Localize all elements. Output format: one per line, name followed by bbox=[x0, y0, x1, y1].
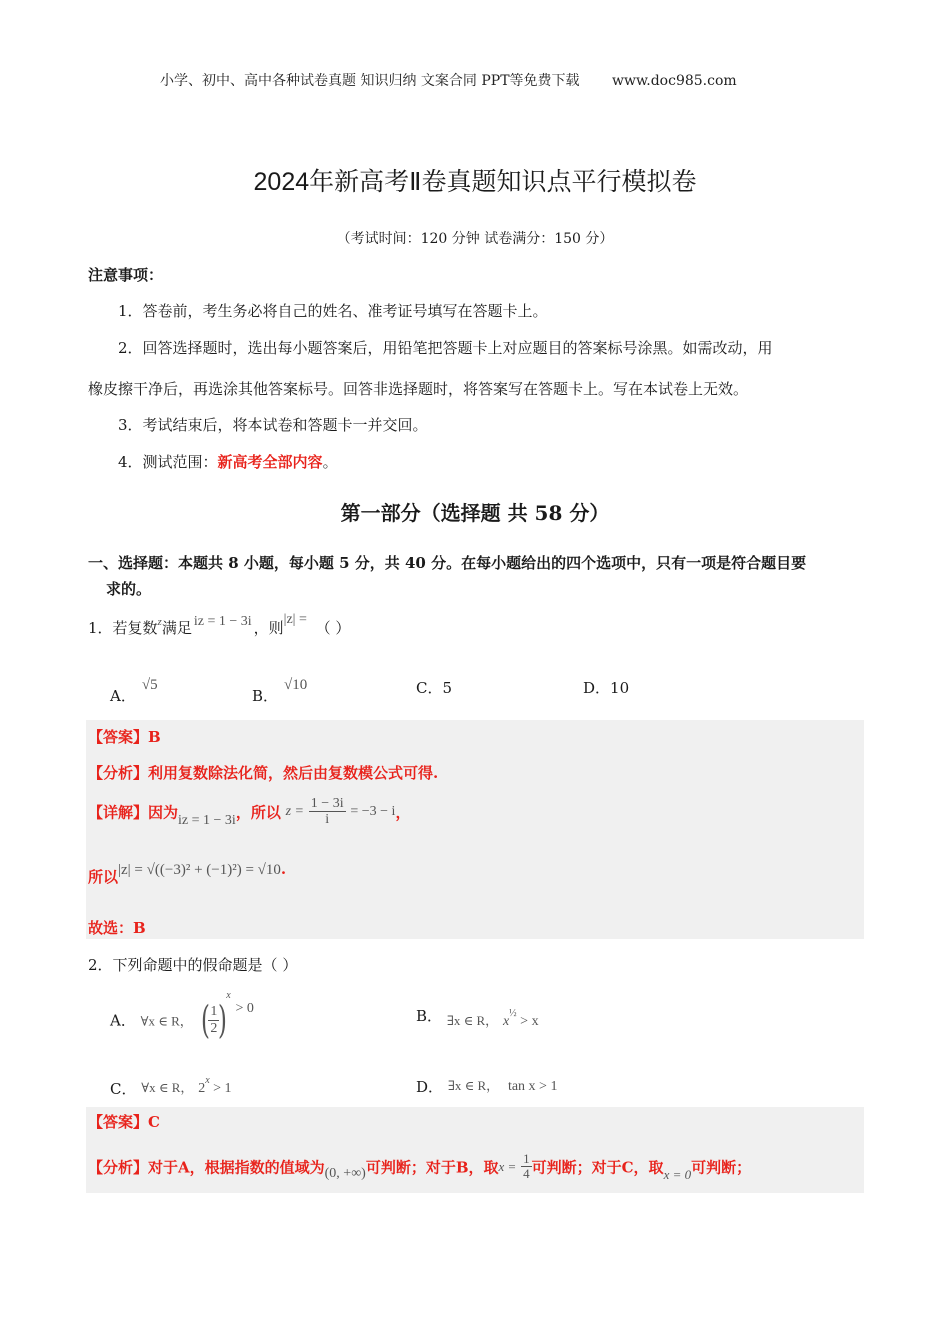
q2-option-b-expr: $x^{\frac{1}{2}} > x$ bbox=[502, 1008, 539, 1029]
q1-modz: |z| = bbox=[283, 612, 307, 627]
q1-so: 所以 bbox=[88, 868, 119, 886]
q2-option-a-lparen: ( bbox=[200, 998, 210, 1042]
note-3: 3．考试结束后，将本试卷和答题卡一并交回。 bbox=[118, 416, 428, 434]
note-4-prefix: 4．测试范围： bbox=[118, 453, 218, 471]
q2-option-a-exp: x bbox=[226, 990, 231, 1001]
q1-z-eq: z = bbox=[285, 803, 305, 819]
q1-detail-end: ， bbox=[395, 803, 411, 822]
q2-analysis-d: 可判断； bbox=[691, 1158, 752, 1177]
notes-heading: 注意事项： bbox=[88, 266, 164, 284]
q2-quarter bbox=[521, 1152, 532, 1182]
part1-heading: 第一部分（选择题 共 58 分） bbox=[340, 501, 610, 525]
q2-answer: 【答案】C bbox=[88, 1113, 160, 1131]
q2-option-d-label: D． bbox=[416, 1078, 444, 1096]
q1-option-b-label: B． bbox=[252, 687, 279, 705]
q1-frac-num: 1 − 3i bbox=[310, 796, 344, 811]
q1-detail bbox=[88, 796, 410, 829]
q2-option-a-label: A． bbox=[110, 1011, 136, 1030]
q2-quarter-den: 4 bbox=[523, 1166, 530, 1182]
q1-option-a-label: A． bbox=[110, 687, 136, 705]
note-2b: 橡皮擦干净后，再选涂其他答案标号。回答非选择题时，将答案写在答题卡上。写在本试卷上无效。 bbox=[88, 380, 749, 398]
q1-stem-c: ，则 bbox=[253, 619, 284, 637]
q1-mod-end: . bbox=[280, 860, 287, 878]
q1-frac-rhs: = −3 − i bbox=[350, 803, 396, 819]
q2-option-b-label: B． bbox=[416, 1007, 443, 1025]
exam-info: （考试时间：120 分钟 试卷满分：150 分） bbox=[336, 231, 614, 247]
note-4 bbox=[118, 451, 338, 472]
note-4-scope: 新高考全部内容 bbox=[217, 453, 323, 471]
q2-quarter-num: 1 bbox=[523, 1151, 530, 1166]
q1-option-a-value: √5 bbox=[141, 677, 158, 693]
q1-stem-b: 满足 bbox=[161, 619, 192, 637]
q1-mod-expr: |z| = √((−3)² + (−1)²) = √10 bbox=[118, 862, 281, 878]
header-url[interactable]: www.doc985.com bbox=[611, 73, 737, 89]
q1-answer-box bbox=[86, 720, 864, 939]
q2-option-b[interactable] bbox=[416, 1005, 539, 1030]
q1-var-z: z bbox=[157, 616, 162, 628]
q1-option-c[interactable]: C．5 bbox=[416, 679, 453, 697]
q1-detail-prefix: 【详解】因为 bbox=[88, 803, 179, 822]
q2-option-a-half-num: 1 bbox=[210, 1004, 218, 1020]
q2-option-d-quant: ∃x ∈ R， bbox=[447, 1078, 500, 1093]
q1-condition: iz = 1 − 3i bbox=[193, 614, 252, 629]
site-header bbox=[160, 70, 737, 90]
q2-option-c-expr: $2^x > 1$ bbox=[198, 1075, 232, 1096]
q2-analysis-a: 【分析】对于A，根据指数的值域为 bbox=[88, 1158, 325, 1177]
q1-option-d[interactable]: D．10 bbox=[583, 679, 630, 697]
q2-option-a-quant: ∀x ∈ R， bbox=[140, 1013, 193, 1029]
q2-option-a-rparen: ) bbox=[218, 998, 228, 1042]
q2-option-a-half-den: 2 bbox=[210, 1020, 218, 1036]
q2-analysis-c: 可判断；对于C，取 bbox=[531, 1158, 664, 1177]
q1-option-a[interactable] bbox=[110, 677, 158, 706]
note-4-suffix: 。 bbox=[322, 453, 338, 471]
q2-x-eq: x = bbox=[498, 1158, 517, 1174]
q2-analysis-b: 可判断；对于B，取 bbox=[365, 1158, 499, 1177]
section-intro-a: 一、选择题：本题共 8 小题，每小题 5 分，共 40 分。在每小题给出的四个选项中，只有一项是符合题目要 bbox=[88, 554, 807, 572]
note-1: 1．答卷前，考生务必将自己的姓名、准考证号填写在答题卡上。 bbox=[118, 302, 548, 320]
q1-choose: 故选：B bbox=[88, 919, 146, 937]
q1-analysis: 【分析】利用复数除法化简，然后由复数模公式可得. bbox=[88, 764, 439, 782]
q2-option-a-rhs: > 0 bbox=[235, 1001, 254, 1016]
section-intro-b: 求的。 bbox=[106, 580, 152, 598]
q1-detail-mid: ，所以 bbox=[235, 803, 281, 822]
q1-modulus bbox=[88, 860, 286, 887]
q1-stem-a: 1．若复数 bbox=[88, 619, 158, 637]
q1-answer: 【答案】B bbox=[88, 728, 161, 746]
q1-stem bbox=[88, 612, 350, 638]
q2-range: (0, +∞) bbox=[324, 1165, 366, 1181]
q2-option-c-quant: ∀x ∈ R， bbox=[141, 1080, 194, 1095]
q2-option-b-quant: ∃x ∈ R， bbox=[446, 1013, 499, 1028]
note-2a: 2．回答选择题时，选出每小题答案后，用铅笔把答题卡上对应题目的答案标号涂黑。如需改动，用 bbox=[118, 339, 773, 357]
q2-option-c-label: C． bbox=[110, 1080, 137, 1098]
header-text: 小学、初中、高中各种试卷真题 知识归纳 文案合同 PPT等免费下载 bbox=[160, 73, 580, 89]
q2-option-a[interactable] bbox=[110, 990, 254, 1042]
page-title: 2024年新高考Ⅱ卷真题知识点平行模拟卷 bbox=[253, 168, 697, 196]
q1-paren: （ ） bbox=[315, 619, 351, 637]
q2-option-d[interactable] bbox=[416, 1075, 557, 1097]
q1-option-b-value: √10 bbox=[284, 677, 308, 693]
q2-x-zero: x = 0 bbox=[663, 1166, 692, 1182]
q2-option-c[interactable] bbox=[110, 1075, 232, 1099]
q2-analysis bbox=[88, 1152, 751, 1183]
q1-detail-cond: iz = 1 − 3i bbox=[178, 812, 236, 828]
q2-option-d-expr: tan x > 1 bbox=[507, 1079, 558, 1094]
q2-stem: 2．下列命题中的假命题是（ ） bbox=[88, 956, 298, 974]
q1-frac-den: i bbox=[325, 812, 330, 828]
q1-fraction bbox=[309, 796, 346, 828]
q1-option-b[interactable] bbox=[252, 677, 307, 706]
